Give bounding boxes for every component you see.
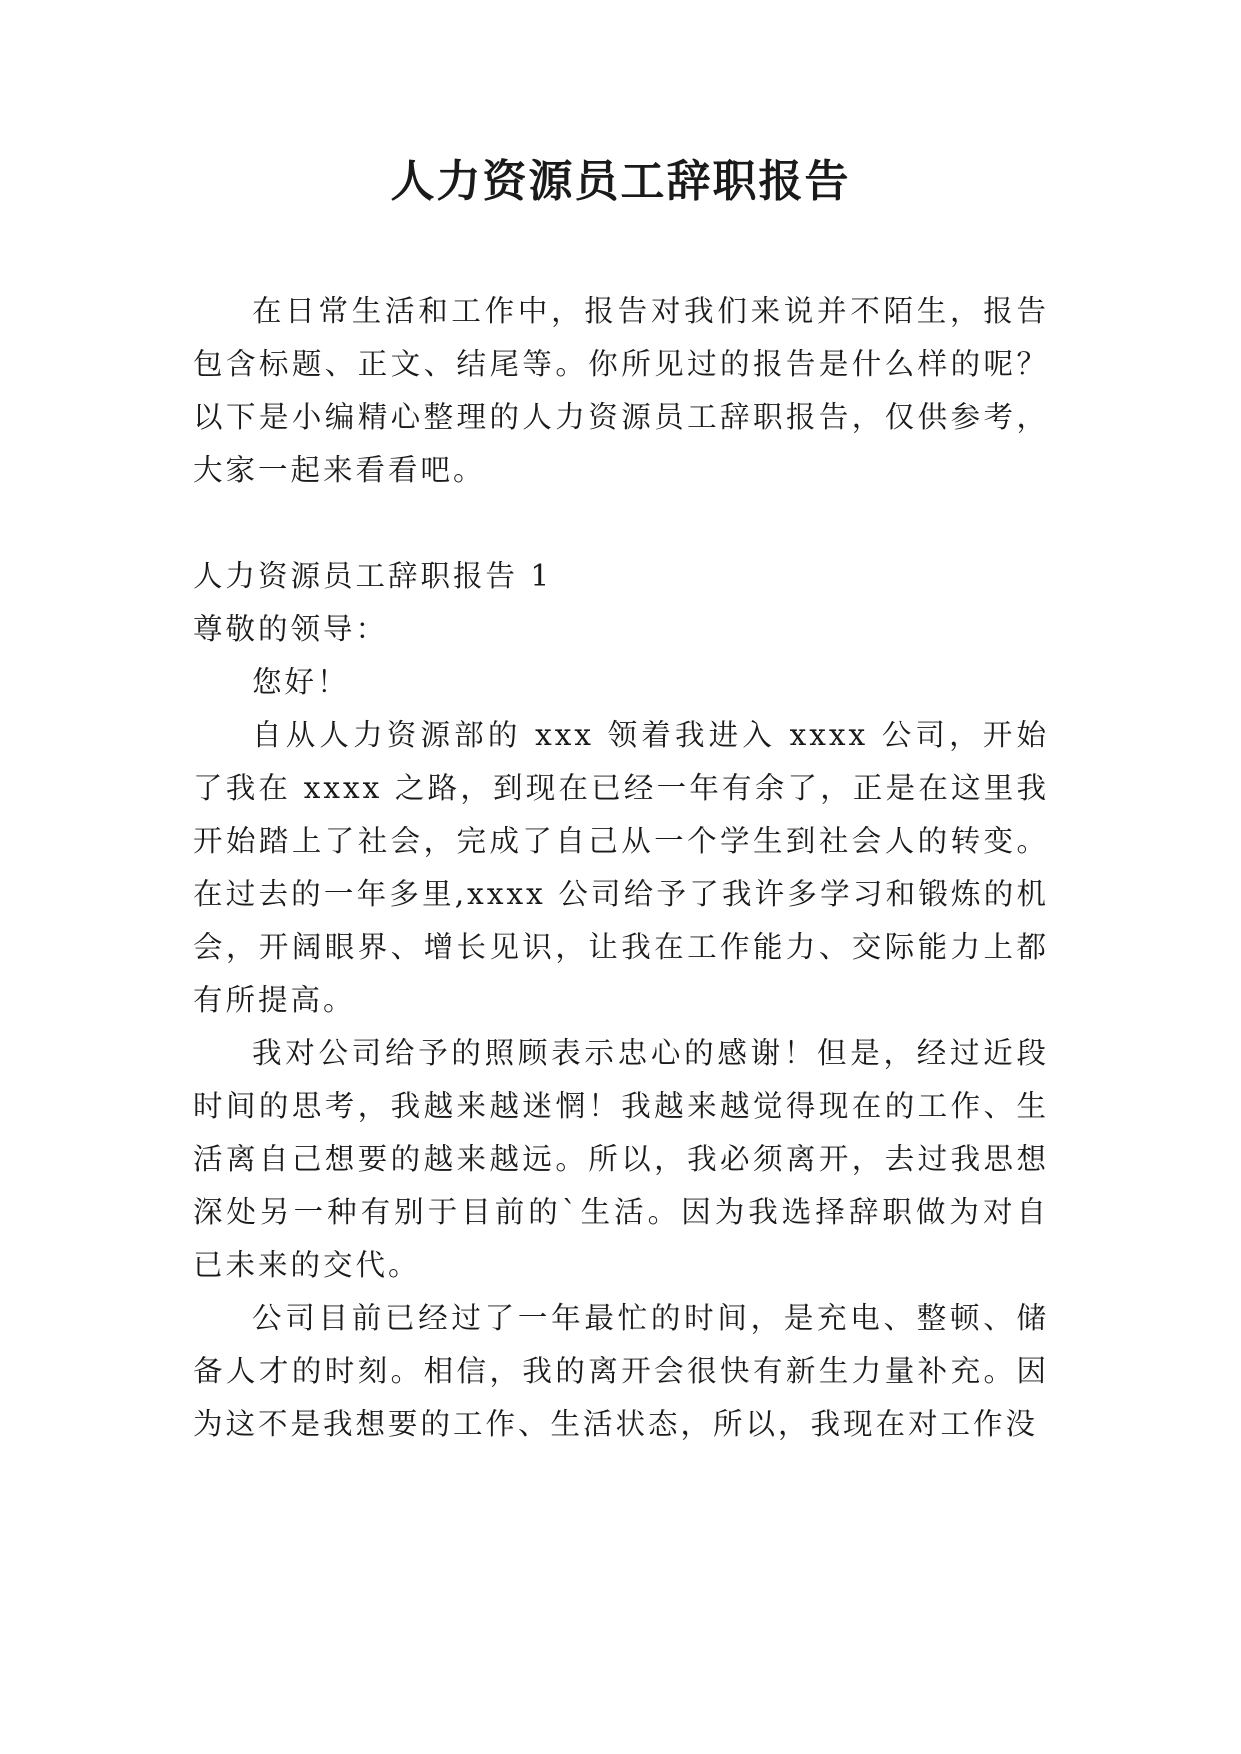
body-paragraph-3: 公司目前已经过了一年最忙的时间，是充电、整顿、储备人才的时刻。相信，我的离开会很快有新生力量补充。因为这不是我想要的工作、生活状态，所以，我现在对工作没 <box>193 1301 1049 1441</box>
greeting: 您好！ <box>252 665 350 699</box>
body-paragraph-1: 自从人力资源部的 xxx 领着我进入 xxxx 公司，开始了我在 xxxx 之路，到现在已经一年有余了，正是在这里我开始踏上了社会，完成了自己从一个学生到社会人的转变。在过去的一年多里,xxxx 公司给予了我许多学习和锻炼的机会，开阔眼界、增长见识，让我在工作能力、交际能力上都有所提高。 <box>193 718 1049 1017</box>
section-heading: 人力资源员工辞职报告 1 <box>193 559 553 593</box>
document-title: 人力资源员工辞职报告 <box>390 156 851 207</box>
intro-paragraph: 在日常生活和工作中，报告对我们来说并不陌生，报告包含标题、正文、结尾等。你所见过的报告是什么样的呢？以下是小编精心整理的人力资源员工辞职报告，仅供参考，大家一起来看看吧。 <box>193 294 1049 487</box>
salutation: 尊敬的领导： <box>193 612 389 646</box>
document-body <box>193 285 1049 1451</box>
body-paragraph-2: 我对公司给予的照顾表示忠心的感谢！但是，经过近段时间的思考，我越来越迷惘！我越来越觉得现在的工作、生活离自己想要的越来越远。所以，我必须离开，去过我思想深处另一种有别于目前的`生活。因为我选择辞职做为对自已未来的交代。 <box>193 1036 1049 1282</box>
paragraph-gap <box>193 497 1049 550</box>
